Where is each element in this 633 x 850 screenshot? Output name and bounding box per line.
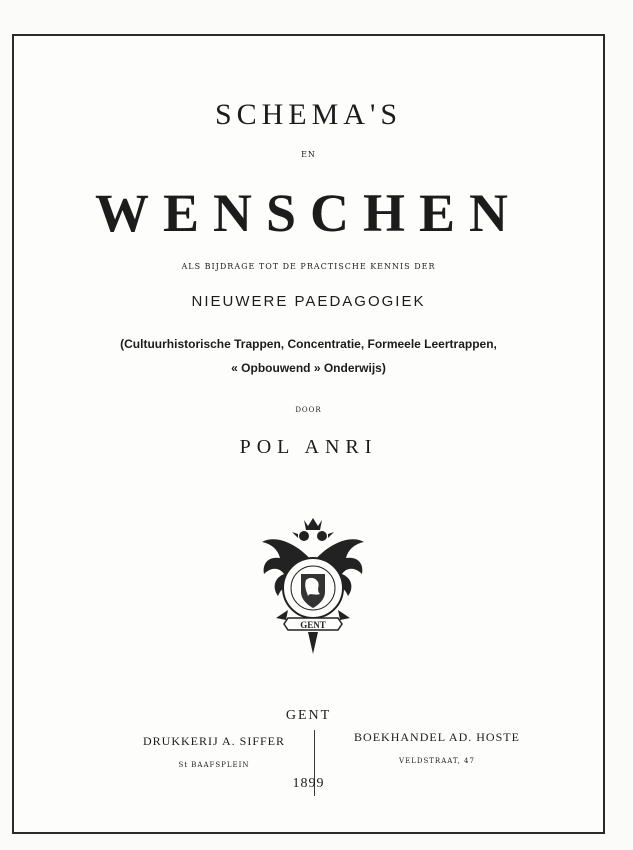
- parenthetical-line-2: « Opbouwend » Onderwijs): [231, 361, 386, 375]
- title-top: SCHEMA'S: [214, 98, 403, 131]
- publisher-right: [332, 730, 542, 765]
- author-name: POL ANRI: [239, 436, 378, 458]
- subtitle-small: ALS BIJDRAGE TOT DE PRACTISCHE KENNIS DER: [181, 262, 436, 271]
- title-main: WENSCHEN: [94, 183, 523, 243]
- coat-of-arms-icon: [258, 514, 368, 656]
- emblem-ribbon-text: GENT: [300, 620, 326, 630]
- title-page: [12, 34, 605, 834]
- publisher-left: [114, 734, 314, 769]
- printer-name: DRUKKERIJ A. SIFFER: [142, 734, 286, 748]
- by-line-label: DOOR: [295, 406, 322, 414]
- publication-year: 1899: [292, 776, 325, 791]
- city: GENT: [285, 708, 332, 723]
- bookseller-name: BOEKHANDEL AD. HOSTE: [354, 730, 520, 744]
- printer-address: St BAAFSPLEIN: [178, 761, 250, 769]
- subtitle-main: NIEUWERE PAEDAGOGIEK: [191, 293, 426, 310]
- bookseller-address: VELDSTRAAT, 47: [399, 757, 475, 765]
- parenthetical-line-1: (Cultuurhistorische Trappen, Concentratie, Formeele Leertrappen,: [120, 337, 497, 351]
- title-conjunction: EN: [301, 150, 316, 159]
